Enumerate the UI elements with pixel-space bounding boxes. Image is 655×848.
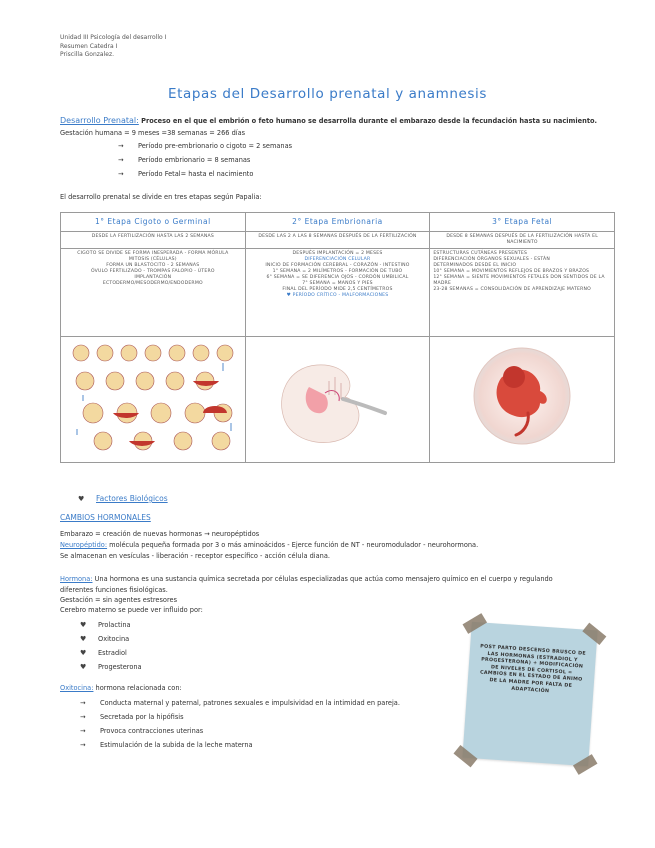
- stage-1-range: DESDE LA FERTILIZACIÓN HASTA LAS 2 SEMANAS: [61, 232, 246, 249]
- period-item: → Período Fetal= hasta el nacimiento: [118, 170, 254, 178]
- hormone-definition: Hormona: Una hormona es una sustancia química secretada por células especializadas que actúa como mensajero químico en el cuerpo y regulando: [60, 575, 553, 583]
- hormone-item: ♥ Oxitocina: [80, 635, 130, 643]
- oxytocin-definition: Oxitocina: hormona relacionada con:: [60, 684, 182, 692]
- stage-3-details: ESTRUCTURAS CUTÁNEAS PRESENTES DIFERENCIACIÓN ÓRGANOS SEXUALES - ESTÁN DETERMINADOS DESDE EL INICIO 10° SEMANA = MOVIMIENTOS REFLEJOS DE BRAZOS Y BRAZOS 12° SEMANA = SIENTE MOVIMIENTOS FETALES DON SENTIDOS DE LA MADRE 23-28 SEMANAS = CONSOLIDACIÓN DE APRENDIZAJE MATERNO: [430, 249, 615, 337]
- heart-icon: ♥: [80, 663, 87, 671]
- stage-2-illustration: [245, 337, 430, 463]
- sticky-note-text: POST PARTO DESCENSO BRUSCO DE LAS HORMONAS (ESTRADIOL Y PROGESTERONA) + MODIFICACIÓN DE NIVELES DE CORTISOL = CAMBIOS EN EL ESTADO DE ÁNIMO DE LA MADRE POR FALTA DE ADAPTACIÓN: [479, 644, 587, 694]
- tape-decoration: [573, 754, 598, 775]
- cell-division-diagram-icon: [63, 337, 243, 455]
- header-subject: Resumen Catedra I: [60, 42, 118, 50]
- oxytocin-item: → Secretada por la hipófisis: [80, 713, 184, 721]
- heart-icon: ♥: [80, 635, 87, 643]
- stage-2-title: 2° Etapa Embrionaria: [245, 213, 430, 232]
- heart-icon: ♥: [80, 621, 87, 629]
- intro-definition: [60, 116, 597, 126]
- pregnancy-line: Embarazo = creación de nuevas hormonas → neuropéptidos: [60, 530, 260, 538]
- heart-icon: ♥: [286, 293, 291, 298]
- stage-2-details: DESPUÉS IMPLANTACIÓN = 2 MESES DIFERENCIACIÓN CELULAR INICIO DE FORMACIÓN CEREBRAL - CORAZÓN - INTESTINO 1° SEMANA = 2 MILÍMETROS - FORMACIÓN DE TUBO 6° SEMANA = SE DIFERENCIA OJOS - CORDÓN UMBILICAL 7° SEMANA = MANOS Y PIES FINAL DEL PERÍODO MIDE 2,5 CENTÍMETROS ♥ PERÍODO CRÍTICO - MALFORMACIONES: [245, 249, 430, 337]
- brain-influence-line: Cerebro materno se puede ver influido por:: [60, 606, 203, 614]
- hormone-definition-cont: diferentes funciones fisiológicas.: [60, 586, 168, 594]
- oxytocin-item: → Provoca contracciones uterinas: [80, 727, 204, 735]
- fetus-in-amniotic-sac-icon: [432, 337, 612, 455]
- gestation-stress-line: Gestación = sin agentes estresores: [60, 596, 178, 604]
- tape-decoration: [463, 613, 488, 634]
- period-item: → Período pre-embrionario o cigoto = 2 semanas: [118, 142, 293, 150]
- factors-heading: ♥ Factores Biológicos: [78, 494, 168, 503]
- stage-1-illustration: [61, 337, 246, 463]
- division-line: El desarrollo prenatal se divide en tres etapas según Papalia:: [60, 193, 262, 201]
- intro-definition-text: Proceso en el que el embrión o feto humano se desarrolla durante el embarazo desde la fecundación hasta su nacimiento.: [138, 117, 598, 125]
- header-author: Priscilla Gonzalez.: [60, 51, 115, 58]
- storage-line: Se almacenan en vesículas - liberación - receptor específico - acción célula diana.: [60, 552, 330, 560]
- tape-decoration: [453, 745, 477, 767]
- stage-1-title: 1° Etapa Cigoto o Germinal: [61, 213, 246, 232]
- hormone-item: ♥ Progesterona: [80, 663, 142, 671]
- embryo-diagram-icon: [247, 337, 427, 455]
- stage-3-title: 3° Etapa Fetal: [430, 213, 615, 232]
- stage-3-range: DESDE 8 SEMANAS DESPUÉS DE LA FERTILIZACIÓN HASTA EL NACIMIENTO: [430, 232, 615, 249]
- stage-2-range: DESDE LAS 2 A LAS 8 SEMANAS DESPUÉS DE LA FERTILIZACIÓN: [245, 232, 430, 249]
- neuropeptide-definition: Neuropéptido: molécula pequeña formada por 3 o más aminoácidos - Ejerce función de NT - neuromodulador - neurohormona.: [60, 541, 479, 549]
- page-header: [60, 34, 166, 60]
- hormone-item: ♥ Estradiol: [80, 649, 127, 657]
- intro-term: Desarrollo Prenatal:: [60, 116, 139, 125]
- oxytocin-item: → Conducta maternal y paternal, patrones sexuales e impulsividad en la intimidad en pareja.: [80, 699, 400, 707]
- stage-1-details: CIGOTO SE DIVIDE SE FORMA INESPERADA - FORMA MÓRULA MITOSIS (CÉLULAS) FORMA UN BLASTOCITO - 2 SEMANAS ÓVULO FERTILIZADO - TROMPAS FALOPIO - ÚTERO IMPLANTACIÓN ECTODERMO/MESODERMO/ENDODERMO: [61, 249, 246, 337]
- oxytocin-item: → Estimulación de la subida de la leche materna: [80, 741, 253, 749]
- header-course: Unidad III Psicología del desarrollo I: [60, 34, 167, 41]
- sticky-note: [462, 622, 597, 766]
- gestation-line: Gestación humana = 9 meses =38 semanas = 266 días: [60, 129, 246, 137]
- hormonal-changes-heading: CAMBIOS HORMONALES: [60, 513, 151, 522]
- heart-icon: ♥: [80, 649, 87, 657]
- stage-3-illustration: [430, 337, 615, 463]
- stages-table: [60, 212, 615, 463]
- hormone-item: ♥ Prolactina: [80, 621, 131, 629]
- heart-icon: ♥: [78, 495, 85, 503]
- tape-decoration: [582, 623, 606, 645]
- page-title: Etapas del Desarrollo prenatal y anamnesis: [167, 86, 488, 102]
- period-item: → Período embrionario = 8 semanas: [118, 156, 251, 164]
